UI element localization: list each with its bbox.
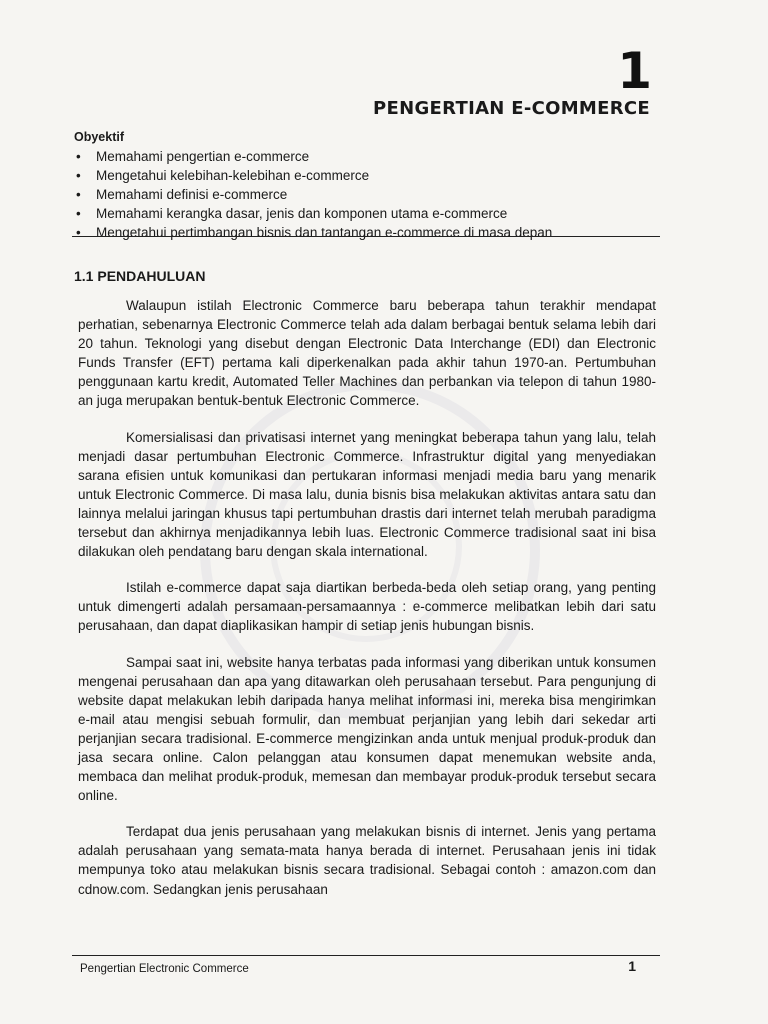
paragraph: Walaupun istilah Electronic Commerce baru beberapa tahun terakhir mendapat perhatian, sebenarnya Electronic Commerce telah ada dalam berbagai bentuk selama lebih dari 20 tahun. Teknologi yang disebut dengan Electronic Data Interchange (EDI) dan Electronic Funds Transfer (EFT) pertama kali diperkenalkan pada akhir tahun 1970-an. Pertumbuhan penggunaan kartu kredit, Automated Teller Machines dan perbankan via telepon di tahun 1980-an juga merupakan bentuk-bentuk Electronic Commerce.	[78, 298, 656, 409]
footer-divider	[72, 955, 660, 956]
footer-title: Pengertian Electronic Commerce	[80, 963, 249, 975]
bullet-icon: •	[76, 168, 81, 183]
objective-text: Mengetahui kelebihan-kelebihan e-commerce	[96, 168, 370, 183]
objective-item	[74, 185, 664, 204]
objective-item	[74, 147, 664, 166]
objective-text: Mengetahui pertimbangan bisnis dan tantangan e-commerce di masa depan	[96, 225, 553, 240]
objectives-list	[74, 147, 664, 242]
objective-text: Memahami definisi e-commerce	[96, 187, 288, 202]
paragraph: Komersialisasi dan privatisasi internet yang meningkat beberapa tahun yang lalu, telah menjadi dasar pertumbuhan Electronic Commerce. Infrastruktur digital yang menyediakan sarana efisien untuk komunikasi dan pertukaran informasi menjadi media baru yang menarik untuk Electronic Commerce. Di masa lalu, dunia bisnis bisa melakukan aktivitas antara satu dan lainnya melalui jaringan khusus tapi pertumbuhan drastis dari internet telah merubah paradigma tersebut dan akhirnya menjadikannya lebih luas. Electronic Commerce tradisional saat ini bisa dilakukan oleh pendatang baru dengan skala international.	[78, 429, 656, 560]
bullet-icon: •	[76, 149, 81, 164]
objectives-block	[74, 130, 664, 242]
bullet-icon: •	[76, 206, 81, 221]
objective-text: Memahami pengertian e-commerce	[96, 149, 310, 164]
objective-item	[74, 166, 664, 185]
objective-text: Memahami kerangka dasar, jenis dan komponen utama e-commerce	[96, 206, 508, 221]
objective-item	[74, 223, 664, 242]
section-heading: 1.1 PENDAHULUAN	[74, 268, 206, 284]
paragraph: Istilah e-commerce dapat saja diartikan berbeda-beda oleh setiap orang, yang penting untuk dimengerti adalah persamaan-persamaannya : e-commerce melibatkan lebih dari satu perusahaan, dan dapat diaplikasikan hampir di setiap jenis hubungan bisnis.	[78, 580, 656, 634]
top-divider	[72, 236, 660, 237]
objective-item	[74, 204, 664, 223]
chapter-title: PENGERTIAN E-COMMERCE	[373, 98, 650, 119]
body-text	[78, 296, 656, 916]
paragraph: Sampai saat ini, website hanya terbatas pada informasi yang diberikan untuk konsumen mengenai perusahaan dan apa yang ditawarkan oleh perusahaan tersebut. Para pengunjung di website dapat melakukan lebih daripada hanya melihat informasi ini, mereka bisa mengirimkan e-mail atau mengisi sebuah formulir, dan membuat perjanjian yang lebih dari sekedar arti perjanjian secara tradisional. E-commerce mengizinkan anda untuk menjual produk-produk dan jasa secara online. Calon pelanggan atau konsumen dapat menemukan website anda, membaca dan melihat produk-produk, memesan dan membayar produk-produk tersebut secara online.	[78, 654, 656, 804]
paragraph: Terdapat dua jenis perusahaan yang melakukan bisnis di internet. Jenis yang pertama adalah perusahaan yang semata-mata hanya berada di internet. Perusahaan jenis ini tidak mempunya toko atau melakukan bisnis secara tradisional. Sebagai contoh : amazon.com dan cdnow.com. Sedangkan jenis perusahaan	[78, 824, 656, 897]
bullet-icon: •	[76, 187, 81, 202]
page-number: 1	[628, 958, 636, 974]
bullet-icon: •	[76, 225, 81, 240]
chapter-number: 1	[617, 42, 652, 100]
objectives-heading: Obyektif	[74, 130, 125, 144]
